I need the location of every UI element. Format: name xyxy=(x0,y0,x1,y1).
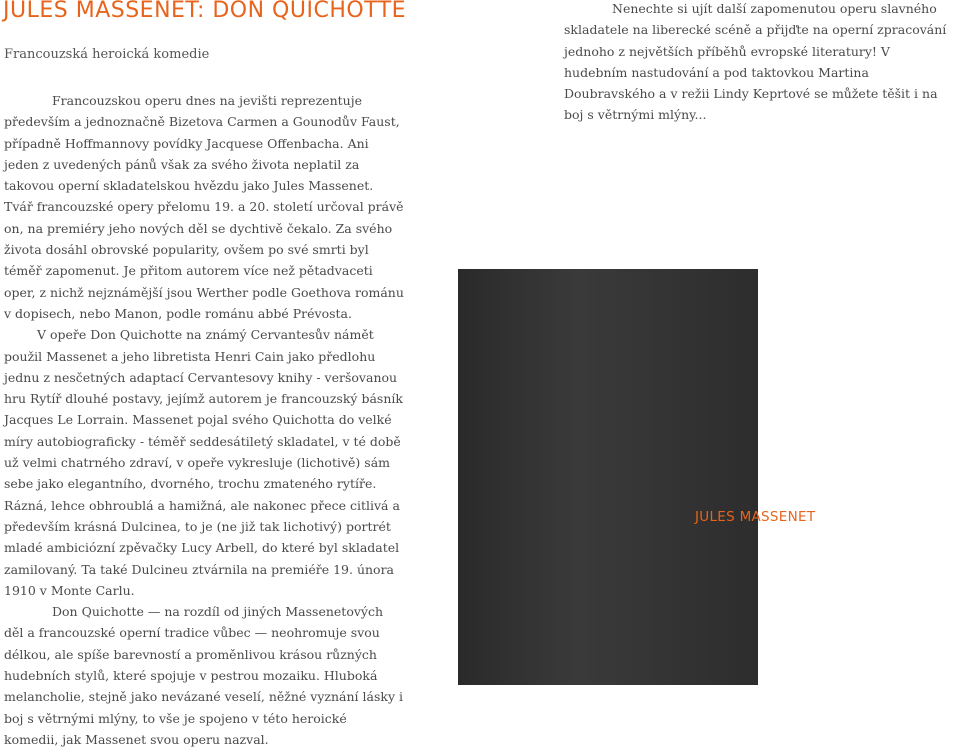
portrait-caption: JULES MASSENET xyxy=(695,509,816,525)
page-subtitle: Francouzská heroická komedie xyxy=(4,47,210,62)
sidebar-note xyxy=(564,0,956,126)
sidebar-paragraph: Nenechte si ujít další zapomenutou operu slavného skladatele na liberecké scéně a přijďte na operní zpracování jednoho z největších příběhů evropské literatury! V hudebním nastudování a pod taktovkou Martina Doubravského a v režii Lindy Keprtové se můžete těšit i na boj s větrnými mlýny... xyxy=(564,1,947,123)
article-paragraph: V opeře Don Quichotte na známý Cervantesův námět použil Massenet a jeho libretista Henri Cain jako předlohu jednu z nesčetných adaptací Cervantesovy knihy - veršovanou hru Rytíř dlouhé postavy, jejímž autorem je francouzský básník Jacques Le Lorrain. Massenet pojal svého Quichotta do velké míry autobiograficky - téměř seddesátiletý skladatel, v té době už velmi chatrného zdraví, v opeře vykresluje (lichotivě) sám sebe jako elegantního, dvorného, trochu zmateného rytíře. Rázná, lehce obhroublá a hamižná, ale nakonec přece citlivá a především krásná Dulcinea, to je (ne již tak lichotivý) portrét mladé ambiciózní zpěvačky Lucy Arbell, do které byl skladatel zamilovaný. Ta také Dulcineu ztvárnila na premiéře 19. února 1910 v Monte Carlu. xyxy=(4,327,403,598)
article-body xyxy=(4,90,404,750)
portrait-photo xyxy=(458,269,758,685)
page-title: JULES MASSENET: DON QUICHOTTE xyxy=(3,0,407,23)
article-paragraph: Francouzskou operu dnes na jevišti reprezentuje především a jednoznačně Bizetova Carmen a Gounodův Faust, případně Hoffmannovy povídky Jacquese Offenbacha. Ani jeden z uvedených pánů však za svého života neplatil za takovou operní skladatelskou hvězdu jako Jules Massenet. Tvář francouzské opery přelomu 19. a 20. století určoval právě on, na premiéry jeho nových děl se dychtivě čekalo. Za svého života dosáhl obrovské popularity, ovšem po své smrti byl téměř zapomenut. Je přitom autorem více než pětadvaceti oper, z nichž nejznámější jsou Werther podle Goethova románu v dopisech, nebo Manon, podle románu abbé Prévosta. xyxy=(4,93,404,321)
portrait-figure xyxy=(458,269,959,685)
article-paragraph: Don Quichotte — na rozdíl od jiných Massenetových děl a francouzské operní tradice vůbec — neohromuje svou délkou, ale spíše barevností a proměnlivou krásou různých hudebních stylů, které spojuje v pestrou mozaiku. Hluboká melancholie, stejně jako nevázané veselí, něžné vyznání lásky i boj s větrnými mlýny, to vše je spojeno v této heroické komedii, jak Massenet svou operu nazval. xyxy=(4,604,403,747)
